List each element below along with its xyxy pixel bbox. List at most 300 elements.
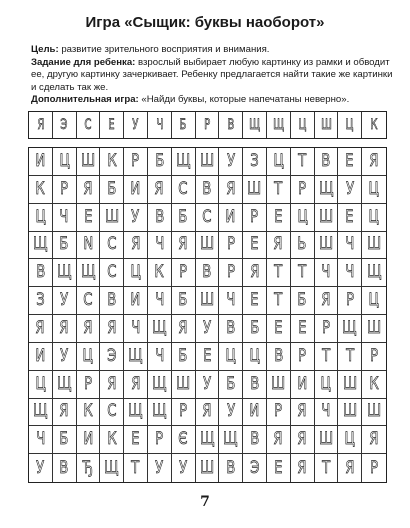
letter-cell[interactable] xyxy=(100,343,124,371)
letter: Б xyxy=(59,429,69,450)
letter-cell[interactable] xyxy=(267,287,291,315)
letter: Ш xyxy=(104,206,119,227)
letter-cell[interactable] xyxy=(196,343,220,371)
letter-cell[interactable] xyxy=(338,148,362,176)
letter: Б xyxy=(59,234,69,255)
letter: Щ xyxy=(128,401,143,422)
letter-cell[interactable] xyxy=(219,426,243,454)
letter-cell[interactable] xyxy=(362,315,386,343)
letter-cell[interactable] xyxy=(77,426,101,454)
letter-cell[interactable] xyxy=(100,454,124,482)
letter-cell[interactable] xyxy=(148,315,172,343)
letter: Ш xyxy=(199,457,215,478)
letter-cell[interactable] xyxy=(219,287,243,315)
task-line xyxy=(31,57,393,95)
sample-letter-cell[interactable] xyxy=(291,112,315,138)
letter-cell[interactable] xyxy=(100,287,124,315)
letter: Ш xyxy=(318,234,334,255)
letter-cell[interactable] xyxy=(243,315,267,343)
letter-cell[interactable] xyxy=(124,176,148,204)
letter: У xyxy=(131,206,140,227)
letter-cell[interactable] xyxy=(29,343,53,371)
goal-line xyxy=(31,44,393,57)
letter-cell[interactable] xyxy=(53,315,77,343)
letter: Р xyxy=(131,150,140,171)
letter-cell[interactable] xyxy=(267,371,291,399)
letter-cell[interactable] xyxy=(291,454,315,482)
letter-cell[interactable] xyxy=(291,148,315,176)
letter-cell[interactable] xyxy=(219,343,243,371)
letter-cell[interactable] xyxy=(148,148,172,176)
letter-cell[interactable] xyxy=(148,204,172,232)
letter-cell[interactable] xyxy=(267,315,291,343)
task-label: Задание для ребенка: xyxy=(31,56,136,68)
letter: Я xyxy=(297,457,307,478)
letter: Я xyxy=(83,178,93,199)
letter: З xyxy=(36,290,45,311)
letter-cell[interactable] xyxy=(338,232,362,260)
letter-cell[interactable] xyxy=(219,399,243,427)
letter-cell[interactable] xyxy=(315,287,339,315)
letter-cell[interactable] xyxy=(100,204,124,232)
letter-cell[interactable] xyxy=(148,176,172,204)
letter: В xyxy=(273,345,283,366)
letter-cell[interactable] xyxy=(362,399,386,427)
letter-cell[interactable] xyxy=(172,454,196,482)
letter: Я xyxy=(369,150,379,171)
letter-cell[interactable] xyxy=(172,315,196,343)
page-title: Игра «Сыщик: буквы наоборот» xyxy=(85,14,325,31)
letter: Щ xyxy=(152,317,167,338)
letter-cell[interactable] xyxy=(243,176,267,204)
letter-cell[interactable] xyxy=(291,371,315,399)
letter: Я xyxy=(178,234,188,255)
letter-cell[interactable] xyxy=(29,399,53,427)
letter-cell[interactable] xyxy=(124,343,148,371)
goal-label: Цель: xyxy=(31,44,59,55)
letter-cell[interactable] xyxy=(315,343,339,371)
letter: Я xyxy=(178,317,188,338)
letter: Щ xyxy=(128,345,143,366)
letter: Р xyxy=(155,429,164,450)
letter-cell[interactable] xyxy=(291,232,315,260)
letter-cell[interactable] xyxy=(362,426,386,454)
letter-cell[interactable] xyxy=(243,371,267,399)
letter: Ш xyxy=(342,373,357,394)
letter-cell[interactable] xyxy=(29,426,53,454)
letter-cell[interactable] xyxy=(196,176,220,204)
letter: Т xyxy=(274,178,283,199)
letter: Т xyxy=(298,262,307,283)
letter-cell[interactable] xyxy=(196,315,220,343)
letter-cell[interactable] xyxy=(291,315,315,343)
letter: Е xyxy=(274,457,283,478)
letter: С xyxy=(178,178,188,199)
letter: Ш xyxy=(366,401,382,422)
letter-cell[interactable] xyxy=(100,148,124,176)
letter: В xyxy=(250,429,260,450)
letter: К xyxy=(369,373,379,394)
letter-cell[interactable] xyxy=(53,426,77,454)
letter-cell[interactable] xyxy=(291,399,315,427)
letter-cell[interactable] xyxy=(219,454,243,482)
letter-cell[interactable] xyxy=(172,232,196,260)
letter-cell[interactable] xyxy=(100,176,124,204)
letter-cell[interactable] xyxy=(291,287,315,315)
letter-cell[interactable] xyxy=(124,287,148,315)
letter-cell[interactable] xyxy=(77,343,101,371)
letter-cell[interactable] xyxy=(172,426,196,454)
letter-cell[interactable] xyxy=(243,204,267,232)
letter: Я xyxy=(130,373,141,394)
sample-letter-cell[interactable] xyxy=(29,112,53,138)
letter: Б xyxy=(178,290,188,311)
letter-cell[interactable] xyxy=(29,371,53,399)
letter-cell[interactable] xyxy=(100,232,124,260)
letter-cell[interactable] xyxy=(29,259,53,287)
letter: Я xyxy=(83,317,93,338)
sample-letter-cell[interactable] xyxy=(124,112,148,138)
letter: Щ xyxy=(366,262,382,283)
letter: Е xyxy=(345,206,354,227)
letter-cell[interactable] xyxy=(219,176,243,204)
letter-cell[interactable] xyxy=(291,426,315,454)
letter-cell[interactable] xyxy=(338,176,362,204)
letter-cell[interactable] xyxy=(196,454,220,482)
letter-cell[interactable] xyxy=(315,399,339,427)
letter: В xyxy=(107,290,117,311)
letter-cell[interactable] xyxy=(172,148,196,176)
letter-cell[interactable] xyxy=(29,176,53,204)
letter: В xyxy=(321,150,331,171)
letter-cell[interactable] xyxy=(124,371,148,399)
letter: Р xyxy=(370,345,379,366)
letter: Р xyxy=(298,345,307,366)
letter: Я xyxy=(130,234,141,255)
letter-cell[interactable] xyxy=(243,259,267,287)
letter-cell[interactable] xyxy=(315,454,339,482)
letter-cell[interactable] xyxy=(243,426,267,454)
letter-cell[interactable] xyxy=(172,287,196,315)
letter: И xyxy=(35,345,46,366)
letter-cell[interactable] xyxy=(196,204,220,232)
letter: Я xyxy=(369,429,379,450)
letter-cell[interactable] xyxy=(172,204,196,232)
letter-cell[interactable] xyxy=(267,148,291,176)
letter-cell[interactable] xyxy=(362,204,386,232)
letter: В xyxy=(250,373,260,394)
letter-cell[interactable] xyxy=(362,148,386,176)
letter: Ш xyxy=(199,234,215,255)
letter-cell[interactable] xyxy=(172,343,196,371)
letter: У xyxy=(60,290,69,311)
extra-game-text: «Найди буквы, которые напечатаны неверно». xyxy=(138,94,350,106)
letter-cell[interactable] xyxy=(362,176,386,204)
letter-cell[interactable] xyxy=(243,287,267,315)
letter-cell[interactable] xyxy=(315,259,339,287)
letter-cell[interactable] xyxy=(362,343,386,371)
letter-cell[interactable] xyxy=(148,232,172,260)
letter: Б xyxy=(154,150,164,171)
letter-cell[interactable] xyxy=(124,204,148,232)
letter-cell[interactable] xyxy=(77,259,101,287)
letter-cell[interactable] xyxy=(362,287,386,315)
letter-cell[interactable] xyxy=(148,399,172,427)
letter: В xyxy=(59,457,69,478)
letter-cell[interactable] xyxy=(315,204,339,232)
letter: Ђ xyxy=(82,457,94,478)
letter-cell[interactable] xyxy=(338,287,362,315)
letter: Т xyxy=(321,345,331,366)
sample-letter-cell[interactable] xyxy=(77,112,101,138)
letter: Ц xyxy=(297,206,308,227)
letter: Ч xyxy=(154,290,164,311)
letter-cell[interactable] xyxy=(148,287,172,315)
letter-cell[interactable] xyxy=(124,232,148,260)
letter: Я xyxy=(273,429,283,450)
letter-cell[interactable] xyxy=(315,371,339,399)
letter: Е xyxy=(274,317,283,338)
letter-cell[interactable] xyxy=(243,454,267,482)
letter: И xyxy=(225,206,236,227)
letter: К xyxy=(107,150,117,171)
letter-cell[interactable] xyxy=(100,315,124,343)
letter-cell[interactable] xyxy=(219,259,243,287)
letter-cell[interactable] xyxy=(267,454,291,482)
letter-cell[interactable] xyxy=(172,259,196,287)
letter: Я xyxy=(226,178,236,199)
letter-cell[interactable] xyxy=(196,232,220,260)
letter-cell[interactable] xyxy=(196,371,220,399)
letter: Є xyxy=(178,429,188,450)
letter: Я xyxy=(345,457,355,478)
letter: С xyxy=(202,206,212,227)
letter-cell[interactable] xyxy=(29,287,53,315)
letter: Я xyxy=(297,429,307,450)
letter-cell[interactable] xyxy=(77,148,101,176)
sample-letter-cell[interactable] xyxy=(219,112,243,138)
letter: Р xyxy=(179,262,188,283)
letter-cell[interactable] xyxy=(172,371,196,399)
letter-cell[interactable] xyxy=(77,204,101,232)
letter-cell[interactable] xyxy=(267,426,291,454)
letter-cell[interactable] xyxy=(172,399,196,427)
letter: Я xyxy=(35,317,45,338)
letter: В xyxy=(202,178,212,199)
extra-game-label: Дополнительная игра: xyxy=(31,94,139,106)
letter-cell[interactable] xyxy=(291,204,315,232)
letter-cell[interactable] xyxy=(77,371,101,399)
letter: Ч xyxy=(226,290,236,311)
letter-cell[interactable] xyxy=(362,232,386,260)
letter-cell[interactable] xyxy=(315,176,339,204)
letter-cell[interactable] xyxy=(29,232,53,260)
sample-letter-cell[interactable] xyxy=(267,112,291,138)
letter-cell[interactable] xyxy=(291,343,315,371)
letter-cell[interactable] xyxy=(338,204,362,232)
letter-cell[interactable] xyxy=(53,371,77,399)
letter: Ц xyxy=(298,117,307,133)
letter: И xyxy=(130,290,141,311)
letter-cell[interactable] xyxy=(77,315,101,343)
letter-cell[interactable] xyxy=(267,232,291,260)
letter-cell[interactable] xyxy=(124,399,148,427)
sample-letter-strip xyxy=(28,111,387,139)
letter-cell[interactable] xyxy=(243,148,267,176)
letter-cell[interactable] xyxy=(196,287,220,315)
letter-cell[interactable] xyxy=(77,232,101,260)
letter: У xyxy=(202,373,212,394)
letter-cell[interactable] xyxy=(53,343,77,371)
letter: З xyxy=(250,150,259,171)
letter: Р xyxy=(298,178,307,199)
letter: Ч xyxy=(154,234,164,255)
letter: Я xyxy=(59,317,69,338)
letter-cell[interactable] xyxy=(29,204,53,232)
letter-cell[interactable] xyxy=(362,454,386,482)
sample-letter-cell[interactable] xyxy=(315,112,339,138)
letter-cell[interactable] xyxy=(362,259,386,287)
letter: Е xyxy=(345,150,354,171)
letter-cell[interactable] xyxy=(219,148,243,176)
letter: Щ xyxy=(199,429,215,450)
letter-cell[interactable] xyxy=(267,343,291,371)
letter-cell[interactable] xyxy=(196,426,220,454)
letter-cell[interactable] xyxy=(124,315,148,343)
letter-cell[interactable] xyxy=(77,454,101,482)
letter: Ш xyxy=(320,117,332,133)
letter: Т xyxy=(131,457,140,478)
letter: Ч xyxy=(59,206,69,227)
letter: Р xyxy=(345,290,354,311)
letter-cell[interactable] xyxy=(53,176,77,204)
letter: Ч xyxy=(155,117,163,133)
sample-letter-cell[interactable] xyxy=(362,112,386,138)
letter-cell[interactable] xyxy=(315,232,339,260)
letter-cell[interactable] xyxy=(29,454,53,482)
letter-cell[interactable] xyxy=(338,343,362,371)
goal-text: развитие зрительного восприятия и внимания. xyxy=(58,44,270,55)
letter-cell[interactable] xyxy=(243,343,267,371)
letter: В xyxy=(226,317,236,338)
letter: Щ xyxy=(152,401,167,422)
letter: Я xyxy=(202,401,212,422)
letter-cell[interactable] xyxy=(267,176,291,204)
letter-cell[interactable] xyxy=(315,148,339,176)
letter: Р xyxy=(179,401,188,422)
letter-cell[interactable] xyxy=(338,315,362,343)
letter-cell[interactable] xyxy=(291,176,315,204)
letter-cell[interactable] xyxy=(338,454,362,482)
letter: У xyxy=(345,178,354,199)
letter-cell[interactable] xyxy=(243,232,267,260)
letter: Б xyxy=(107,178,117,199)
letter: Ш xyxy=(318,206,334,227)
letter: И xyxy=(35,150,46,171)
letter-cell[interactable] xyxy=(53,204,77,232)
letter-cell[interactable] xyxy=(172,176,196,204)
letter-cell[interactable] xyxy=(29,148,53,176)
letter-cell[interactable] xyxy=(148,371,172,399)
letter-cell[interactable] xyxy=(148,454,172,482)
letter-cell[interactable] xyxy=(219,371,243,399)
letter-cell[interactable] xyxy=(267,259,291,287)
letter-cell[interactable] xyxy=(100,371,124,399)
letter-cell[interactable] xyxy=(100,399,124,427)
letter-cell[interactable] xyxy=(338,426,362,454)
letter: С xyxy=(107,401,117,422)
letter: Щ xyxy=(342,317,358,338)
letter: В xyxy=(226,457,236,478)
letter-cell[interactable] xyxy=(124,454,148,482)
letter: Ч xyxy=(321,262,331,283)
sample-letter-cell[interactable] xyxy=(243,112,267,138)
letter-cell[interactable] xyxy=(53,259,77,287)
letter-cell[interactable] xyxy=(29,315,53,343)
letter: И xyxy=(83,429,93,450)
letter-cell[interactable] xyxy=(124,426,148,454)
letter-cell[interactable] xyxy=(124,148,148,176)
letter-cell[interactable] xyxy=(338,259,362,287)
letter-cell[interactable] xyxy=(243,399,267,427)
letter-cell[interactable] xyxy=(315,315,339,343)
letter-cell[interactable] xyxy=(196,259,220,287)
letter-cell[interactable] xyxy=(291,259,315,287)
sample-letter-cell[interactable] xyxy=(338,112,362,138)
sample-letter-cell[interactable] xyxy=(100,112,124,138)
letter-cell[interactable] xyxy=(338,371,362,399)
letter-cell[interactable] xyxy=(53,287,77,315)
letter-cell[interactable] xyxy=(148,343,172,371)
letter: Р xyxy=(226,234,235,255)
sample-letter-cell[interactable] xyxy=(196,112,220,138)
letter-cell[interactable] xyxy=(267,204,291,232)
letter-cell[interactable] xyxy=(196,148,220,176)
letter-cell[interactable] xyxy=(267,399,291,427)
letter: Т xyxy=(321,457,331,478)
letter-cell[interactable] xyxy=(77,399,101,427)
letter-cell[interactable] xyxy=(338,399,362,427)
letter-cell[interactable] xyxy=(219,232,243,260)
letter-cell[interactable] xyxy=(53,148,77,176)
letter-cell[interactable] xyxy=(77,176,101,204)
letter-cell[interactable] xyxy=(100,259,124,287)
letter-cell[interactable] xyxy=(219,315,243,343)
letter-cell[interactable] xyxy=(148,259,172,287)
letter-cell[interactable] xyxy=(315,426,339,454)
letter-cell[interactable] xyxy=(148,426,172,454)
letter: Ш xyxy=(247,178,262,199)
letter: Ц xyxy=(35,373,46,394)
letter-cell[interactable] xyxy=(53,399,77,427)
letter-cell[interactable] xyxy=(53,454,77,482)
letter-cell[interactable] xyxy=(100,426,124,454)
letter: С xyxy=(84,117,92,133)
letter: У xyxy=(155,457,164,478)
sample-letter-cell[interactable] xyxy=(148,112,172,138)
letter-cell[interactable] xyxy=(362,371,386,399)
sample-letter-cell[interactable] xyxy=(172,112,196,138)
letter-cell[interactable] xyxy=(196,399,220,427)
sample-letter-cell[interactable] xyxy=(53,112,77,138)
letter: Ч xyxy=(321,401,331,422)
letter-cell[interactable] xyxy=(53,232,77,260)
letter-cell[interactable] xyxy=(219,204,243,232)
letter: Б xyxy=(178,206,188,227)
letter-cell[interactable] xyxy=(124,259,148,287)
letter-cell[interactable] xyxy=(77,287,101,315)
letter: Р xyxy=(83,373,92,394)
